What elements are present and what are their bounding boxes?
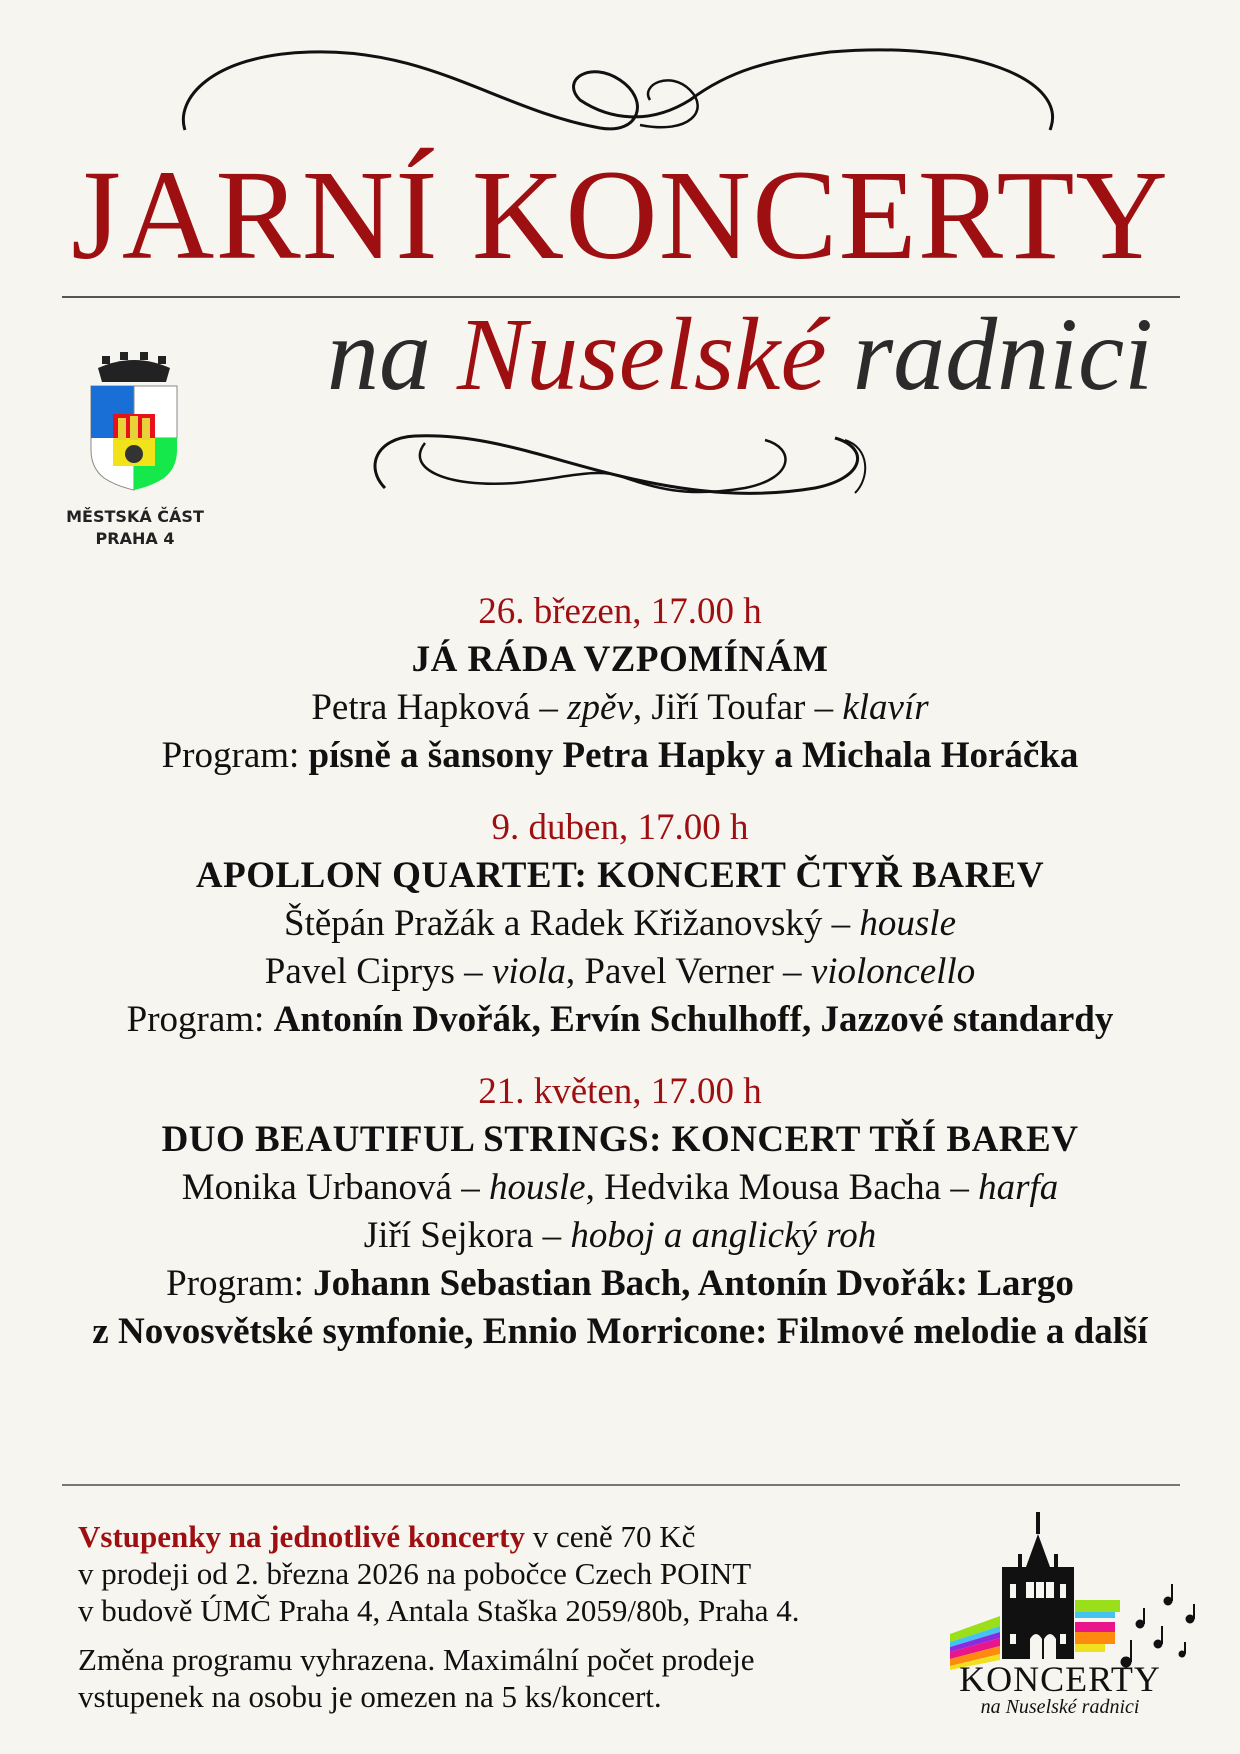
town-hall-icon	[1002, 1512, 1074, 1659]
page-title: JARNÍ KONCERTY	[71, 144, 1169, 286]
municipality-label	[50, 506, 220, 550]
text-segment: Program:	[126, 999, 274, 1040]
event-performers	[20, 1212, 1220, 1260]
text-segment: Pavel Ciprys –	[264, 951, 492, 992]
event-title: APOLLON QUARTET: KONCERT ČTYŘ BAREV	[195, 855, 1045, 896]
text-segment: Program:	[166, 1263, 314, 1304]
subtitle-red: Nuselské	[456, 297, 827, 412]
praha4-coat-of-arms	[86, 350, 182, 496]
text-segment: Program:	[161, 735, 309, 776]
text-segment: z Novosvětské symfonie, Ennio Morricone: Filmové melodie a další	[92, 1311, 1148, 1352]
text-segment: Antonín Dvořák, Ervín Schulhoff, Jazzové standardy	[273, 999, 1114, 1040]
top-ornament	[170, 40, 1070, 140]
subtitle-pre: na	[326, 297, 457, 412]
tickets-sale: v prodeji od 2. března 2026 na pobočce Czech POINT	[78, 1556, 752, 1591]
event-performers	[20, 1164, 1220, 1212]
event-date: 26. březen, 17.00 h	[478, 591, 762, 632]
event-program	[20, 1260, 1220, 1308]
text-segment: , Hedvika Mousa Bacha –	[585, 1167, 979, 1208]
ticket-info	[78, 1518, 938, 1727]
tickets-address: v budově ÚMČ Praha 4, Antala Staška 2059/80b, Praha 4.	[78, 1593, 800, 1628]
concerts-logo-subtitle: na Nuselské radnici	[980, 1696, 1140, 1718]
text-segment: Jiří Sejkora –	[363, 1215, 571, 1256]
bottom-ornament	[365, 428, 875, 503]
note-line2: vstupenek na osobu je omezen na 5 ks/koncert.	[78, 1679, 662, 1714]
event-2	[20, 804, 1220, 1044]
text-segment: , Jiří Toufar –	[632, 687, 843, 728]
event-performers	[20, 900, 1220, 948]
event-1	[20, 588, 1220, 780]
text-segment: , Pavel Verner –	[565, 951, 811, 992]
tickets-price: v ceně 70 Kč	[524, 1519, 696, 1554]
concerts-logo	[950, 1504, 1200, 1674]
text-segment: hoboj a anglický roh	[570, 1215, 877, 1256]
event-performers	[20, 684, 1220, 732]
event-date: 21. květen, 17.00 h	[478, 1071, 762, 1112]
event-3	[20, 1068, 1220, 1356]
text-segment: Štěpán Pražák a Radek Křižanovský –	[284, 903, 860, 944]
municipality-line2: PRAHA 4	[95, 529, 175, 548]
event-list	[20, 588, 1220, 1380]
concerts-logo-title: KONCERTY	[959, 1659, 1161, 1699]
text-segment: harfa	[978, 1167, 1059, 1208]
text-segment: violoncello	[810, 951, 976, 992]
text-segment: viola	[491, 951, 566, 992]
event-performers	[20, 948, 1220, 996]
event-program	[20, 996, 1220, 1044]
text-segment: housle	[859, 903, 956, 944]
tickets-heading: Vstupenky na jednotlivé koncerty	[78, 1519, 525, 1554]
event-title: JÁ RÁDA VZPOMÍNÁM	[411, 639, 829, 680]
event-title: DUO BEAUTIFUL STRINGS: KONCERT TŘÍ BAREV	[161, 1119, 1079, 1160]
note-line1: Změna programu vyhrazena. Maximální počet prodeje	[78, 1642, 755, 1677]
text-segment: Petra Hapková –	[311, 687, 568, 728]
text-segment: klavír	[842, 687, 929, 728]
text-segment: Monika Urbanová –	[181, 1167, 489, 1208]
event-date: 9. duben, 17.00 h	[491, 807, 749, 848]
text-segment: housle	[488, 1167, 586, 1208]
text-segment: písně a šansony Petra Hapky a Michala Horáčka	[308, 735, 1079, 776]
subtitle-post: radnici	[826, 297, 1154, 412]
subtitle	[280, 297, 1200, 412]
divider-bottom	[62, 1484, 1180, 1486]
event-program	[20, 1308, 1220, 1356]
text-segment: zpěv	[567, 687, 633, 728]
music-notes-icon	[1121, 1584, 1194, 1667]
text-segment: Johann Sebastian Bach, Antonín Dvořák: Largo	[313, 1263, 1074, 1304]
event-program	[20, 732, 1220, 780]
municipality-line1: MĚSTSKÁ ČÁST	[66, 507, 204, 526]
